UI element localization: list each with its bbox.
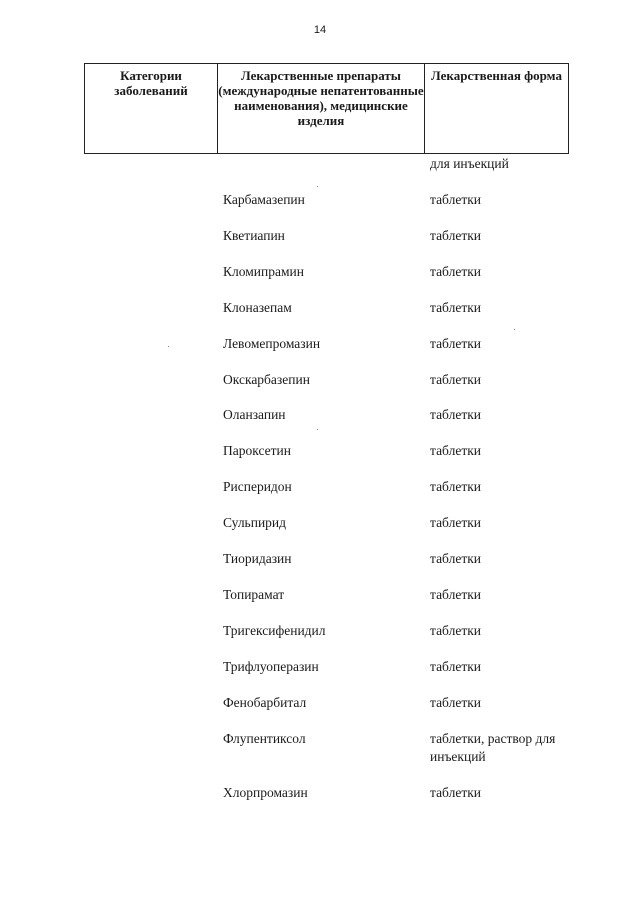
dosage-form: таблетки <box>430 336 482 351</box>
medication-name: Карбамазепин <box>223 192 305 207</box>
page-number: 14 <box>313 24 327 36</box>
scan-speck <box>317 429 318 430</box>
dosage-form: таблетки <box>430 785 482 800</box>
scan-speck <box>317 186 318 187</box>
dosage-form: таблетки <box>430 623 482 638</box>
continuation-dosage-form: для инъекций <box>430 156 509 171</box>
medication-name: Флупентиксол <box>223 731 306 746</box>
medication-name: Трифлуоперазин <box>223 659 319 674</box>
medication-name: Фенобарбитал <box>223 695 307 710</box>
medication-name: Кветиапин <box>223 228 285 243</box>
medication-name: Кломипрамин <box>223 264 304 279</box>
dosage-form: таблетки <box>430 228 482 243</box>
header-dosage-form: Лекарственная форма <box>431 68 562 83</box>
dosage-form: таблетки <box>430 515 482 530</box>
dosage-form: таблетки <box>430 264 482 279</box>
dosage-form: таблетки <box>430 695 482 710</box>
medication-name: Тиоридазин <box>223 551 292 566</box>
medication-name: Оланзапин <box>223 407 286 422</box>
dosage-form: таблетки <box>430 479 482 494</box>
header-medications: Лекарственные препараты (международные непатентованные наименования), медицинские изделия <box>218 64 425 153</box>
medication-name: Топирамат <box>223 587 285 602</box>
scan-speck <box>514 329 515 330</box>
medication-name: Хлорпромазин <box>223 785 308 800</box>
dosage-form: таблетки <box>430 192 482 207</box>
medication-name: Сульпирид <box>223 515 287 530</box>
dosage-form: таблетки <box>430 659 482 674</box>
dosage-form: таблетки <box>430 551 482 566</box>
dosage-form: таблетки <box>430 443 482 458</box>
scan-speck <box>168 346 169 347</box>
medication-name: Тригексифенидил <box>223 623 326 638</box>
dosage-form: таблетки, раствор для инъекций <box>430 731 556 764</box>
medication-name: Пароксетин <box>223 443 291 458</box>
medication-name: Левомепромазин <box>223 336 321 351</box>
dosage-form: таблетки <box>430 372 482 387</box>
dosage-form: таблетки <box>430 300 482 315</box>
dosage-form: таблетки <box>430 407 482 422</box>
medication-name: Рисперидон <box>223 479 292 494</box>
dosage-form: таблетки <box>430 587 482 602</box>
header-disease-category: Категории заболеваний <box>85 64 218 153</box>
medication-name: Клоназепам <box>223 300 292 315</box>
medication-name: Окскарбазепин <box>223 372 310 387</box>
